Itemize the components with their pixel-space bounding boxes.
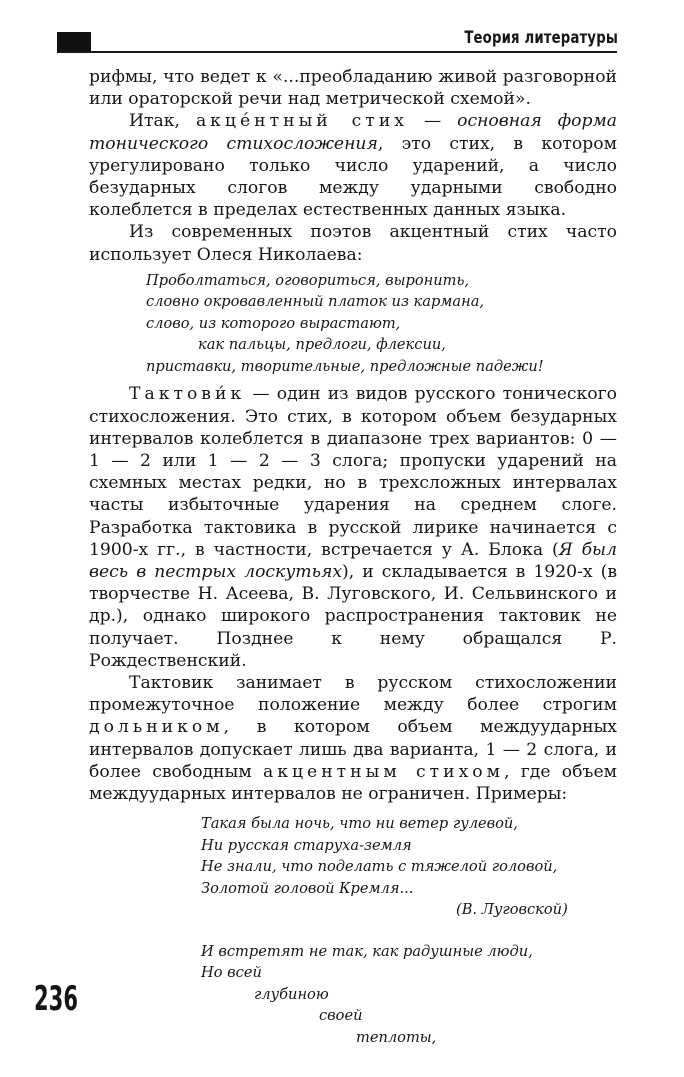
- poem-line: Золотой головой Кремля...: [201, 879, 414, 897]
- poem-nikolaeva: [146, 270, 617, 378]
- term-taktovik: Тактови́к: [129, 384, 246, 405]
- poem-line: слово, из которого вырастают,: [146, 314, 401, 332]
- poem-line: приставки, творительные, предложные падежи!: [146, 357, 544, 375]
- poem-title-italic: Я был весь в пестрых лоскутьях: [89, 539, 618, 582]
- text-segment: Итак,: [129, 111, 196, 132]
- text-segment: —: [407, 111, 458, 132]
- poem-line: словно окровавленный платок из кармана,: [146, 293, 485, 311]
- page-number: 236: [34, 979, 79, 1019]
- page-body: [89, 66, 617, 1054]
- poem-line: И встретят не так, как радушные люди,: [201, 942, 533, 960]
- poem-line: глубиною: [254, 985, 329, 1003]
- text-segment: — один из видов русского тонического стихосложения. Это стих, в котором объем безударных интервалов колеблется в диапазоне трех вариантов: 0 — 1 — 2 или 1 — 2 — 3 слога; пропуски ударений на схемных местах редки, но в трехсложных интервалах часты избыточные ударения на среднем слоге. Разработка тактовика в русской лирике начинается с 1900-х гг., в частности, встречается у А. Блока (: [89, 384, 617, 560]
- poem-lugovskoy: [201, 813, 617, 921]
- header-rule: [57, 51, 617, 53]
- paragraph-accent-verse: [89, 110, 617, 221]
- stanza-gap: [89, 927, 617, 941]
- poem-excerpt: [201, 941, 617, 1049]
- text-segment: ), и складывается в 1920-х (в творчестве Н. Асеева, В. Луговского, И. Сельвинского и др.), однако широкого распространения тактовик не получает. Позднее к нему обращался Р. Рождественский.: [89, 561, 617, 671]
- term-accent-verse-2: акцентным стихом: [263, 761, 504, 782]
- poem-author: (В. Луговской): [456, 901, 568, 919]
- poem-line: Такая была ночь, что ни ветер гулевой,: [201, 815, 518, 833]
- paragraph-nikolaeva: Из современных поэтов акцентный стих часто использует Олеся Николаева:: [89, 222, 617, 265]
- text-segment: , где объем междуударных интервалов не ограничен. Примеры:: [89, 761, 617, 804]
- text-segment: , это стих, в котором урегулировано только число ударений, а число безударных слогов между ударными свободно колеблется в пределах естественных данных языка.: [89, 133, 617, 221]
- poem-line: Не знали, что поделать с тяжелой головой,: [201, 858, 558, 876]
- poem-line: как пальцы, предлоги, флексии,: [198, 336, 446, 354]
- text-segment: , в котором объем междуударных интервалов допускает лишь два варианта, 1 — 2 слога, и более свободным: [89, 717, 617, 782]
- paragraph-rhyme: рифмы, что ведет к «...преобладанию живой разговорной или ораторской речи над метрической схемой».: [89, 67, 617, 110]
- term-accent-verse: акцéнтный стих: [195, 111, 408, 132]
- paragraph-intermediate: [89, 672, 617, 805]
- text-segment: Тактовик занимает в русском стихосложении промежуточное положение между более строгим: [89, 672, 617, 716]
- term-dolnik: дольником: [89, 717, 224, 738]
- poem-line: Но всей: [201, 964, 262, 982]
- header-block-marker: [57, 32, 91, 53]
- definition-italic: основная форма тонического стихосложения: [89, 111, 617, 154]
- poem-line: теплоты,: [356, 1028, 437, 1046]
- running-header-title: Теория литературы: [464, 28, 618, 48]
- poem-line: Проболтаться, оговориться, выронить,: [146, 271, 470, 289]
- paragraph-taktovik: [89, 383, 617, 672]
- poem-line: своей: [319, 1007, 363, 1025]
- poem-line: Ни русская старуха-земля: [201, 836, 412, 854]
